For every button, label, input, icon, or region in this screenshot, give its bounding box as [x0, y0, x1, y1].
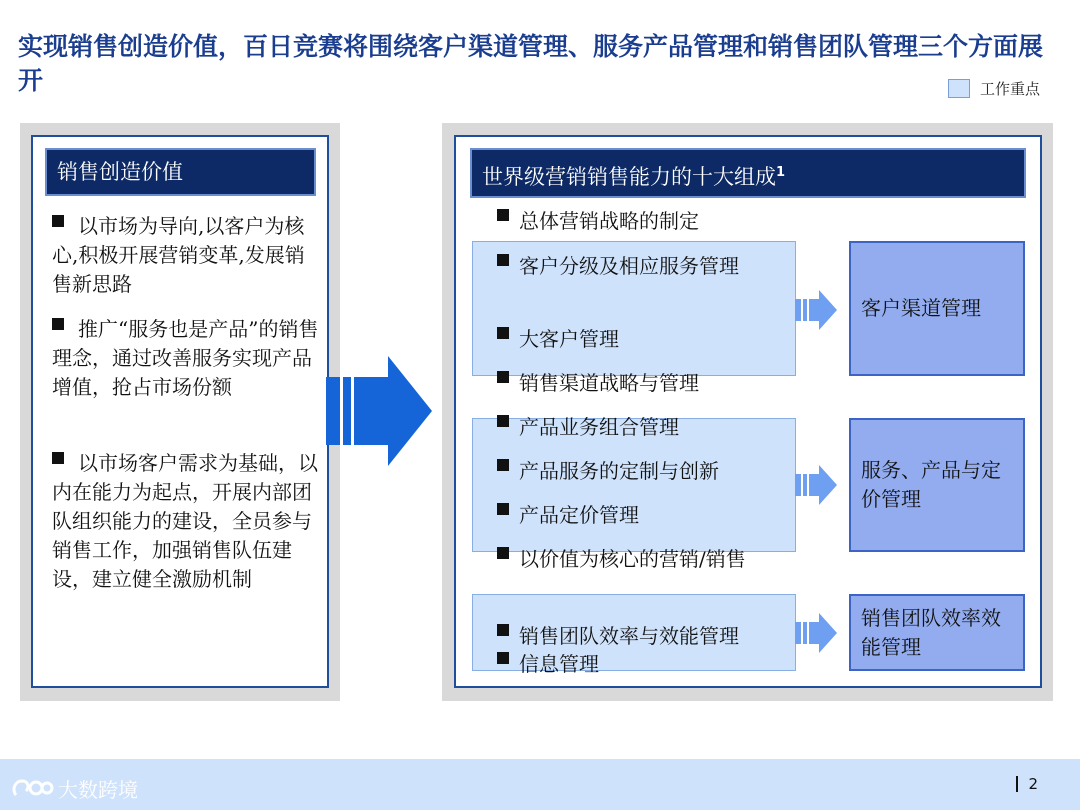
bullet-square-icon	[497, 209, 509, 221]
list-item: 产品服务的定制与创新	[497, 457, 719, 485]
left-panel-header: 销售创造价值	[45, 148, 316, 196]
legend-swatch	[948, 79, 970, 98]
watermark	[10, 773, 138, 803]
brand-logo-icon	[10, 773, 54, 803]
bullet-square-icon	[497, 624, 509, 636]
bullet-square-icon	[497, 371, 509, 383]
list-item: 信息管理	[497, 650, 599, 678]
left-bullet: 以市场客户需求为基础，以内在能力为起点，开展内部团队组织能力的建设，全员参与销售工作，加强销售队伍建设，建立健全激励机制	[52, 451, 318, 591]
bullet-square-icon	[497, 254, 509, 266]
legend-label: 工作重点	[980, 80, 1041, 98]
bullet-square-icon	[52, 215, 64, 227]
list-item: 产品定价管理	[497, 501, 639, 529]
arrow-right-icon	[795, 611, 839, 655]
bullet-square-icon	[497, 503, 509, 515]
result-box-sales-team: 销售团队效率效能管理	[849, 594, 1025, 671]
result-box-service-product: 服务、产品与定价管理	[849, 418, 1025, 552]
left-bullet: 推广“服务也是产品”的销售理念，通过改善服务实现产品增值，抢占市场份额	[52, 317, 319, 399]
list-item: 以价值为核心的营销/销售	[497, 545, 777, 573]
list-item: 销售渠道战略与管理	[497, 369, 699, 397]
bullet-square-icon	[52, 318, 64, 330]
footer-bar	[0, 759, 1080, 810]
page-number: 2	[1016, 776, 1038, 792]
footnote-marker: 1	[776, 165, 786, 180]
list-item: 客户分级及相应服务管理	[497, 252, 777, 280]
result-box-customer-channel: 客户渠道管理	[849, 241, 1025, 376]
list-item: 销售团队效率与效能管理	[497, 622, 739, 650]
bullet-square-icon	[52, 452, 64, 464]
bullet-square-icon	[497, 459, 509, 471]
list-item: 产品业务组合管理	[497, 413, 679, 441]
left-bullet: 以市场为导向,以客户为核心,积极开展营销变革,发展销售新思路	[52, 214, 305, 296]
arrow-right-icon	[795, 463, 839, 507]
legend	[948, 78, 1040, 99]
bullet-square-icon	[497, 547, 509, 559]
big-arrow-icon	[326, 356, 432, 466]
arrow-right-icon	[795, 288, 839, 332]
bullet-square-icon	[497, 652, 509, 664]
list-item: 大客户管理	[497, 325, 619, 353]
right-panel-header: 世界级营销销售能力的十大组成$^1$	[470, 148, 1026, 198]
bullet-square-icon	[497, 415, 509, 427]
bullet-square-icon	[497, 327, 509, 339]
list-item: 总体营销战略的制定	[497, 207, 699, 235]
page-title: 实现销售创造价值，百日竞赛将围绕客户渠道管理、服务产品管理和销售团队管理三个方面展开	[18, 32, 1044, 95]
watermark-text: 大数跨境	[58, 777, 138, 802]
